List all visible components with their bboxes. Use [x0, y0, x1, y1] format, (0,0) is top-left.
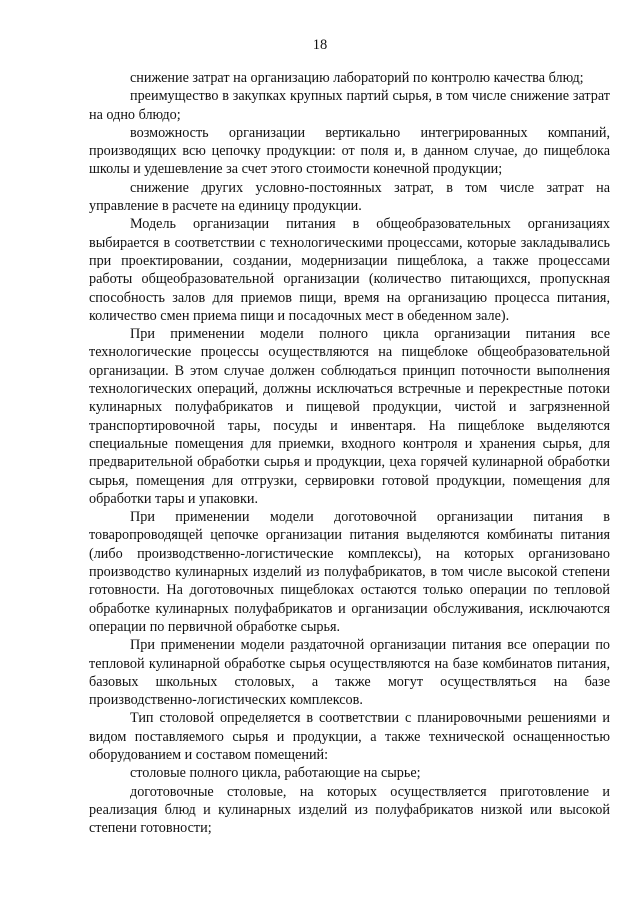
paragraph-canteen-type: Тип столовой определяется в соответствии с планировочными решениями и видом поставляемого сырья и продукции, а также технической оснащенностью оборудованием и составом помещений:	[89, 710, 610, 763]
paragraph-distribution-model: При применении модели раздаточной организации питания все операции по тепловой кулинарной обработке сырья осуществляются на базе комбинатов питания, базовых школьных столовых, а также могут осуществляться на базе производственно-логистических комплексов.	[89, 637, 610, 709]
list-item-lab-costs: снижение затрат на организацию лабораторий по контролю качества блюд;	[130, 70, 584, 86]
list-item-bulk-purchases: преимущество в закупках крупных партий сырья, в том числе снижение затрат на одно блюдо;	[89, 88, 610, 123]
list-item-finishing-canteens: доготовочные столовые, на которых осуществляется приготовление и реализация блюд и кулинарных изделий из полуфабрикатов низкой или высокой степени готовности;	[89, 783, 610, 837]
list-item-vertical-integration: возможность организации вертикально интегрированных компаний, производящих всю цепочку продукции: от поля и, в данном случае, до пищеблока школы и удешевление за счет этого стоимости конечной продукции;	[89, 124, 610, 178]
body-text	[89, 69, 610, 837]
page-number: 18	[312, 37, 328, 53]
paragraph-finishing-model: При применении модели доготовочной организации питания в товаропроводящей цепочке организации питания выделяются комбинаты питания (либо производственно-логистические комплексы), на которых организовано производство кулинарных изделий из полуфабрикатов, в том числе высокой степени готовности. На доготовочных пищеблоках остаются только операции по тепловой обработке кулинарных полуфабрикатов и организации обслуживания, исключаются операции по первичной обработке сырья.	[89, 509, 610, 635]
paragraph-full-cycle-model: При применении модели полного цикла организации питания все технологические процессы осуществляются на пищеблоке общеобразовательной организации. В этом случае должен соблюдаться принцип поточности выполнения технологических операций, должны исключаться встречные и перекрестные потоки кулинарных полуфабрикатов и пищевой продукции, чистой и загрязненной транспортировочной тары, посуды и инвентаря. На пищеблоке выделяются специальные помещения для приемки, входного контроля и хранения сырья, для предварительной обработки сырья и продукции, цеха горячей кулинарной обработки сырья, помещения для отгрузки, сервировки готовой продукции, помещения для обработки тары и упаковки.	[89, 326, 610, 507]
paragraph-model-selection: Модель организации питания в общеобразовательных организациях выбирается в соответствии с технологическими процессами, которые закладывались при проектировании, создании, модернизации пищеблока, а также процессами работы общеобразовательной организации (количество питающихся, пропускная способность залов для приемов пищи, время на организацию процесса питания, количество смен приема пищи и посадочных мест в обеденном зале).	[89, 216, 610, 324]
list-item-fixed-costs: снижение других условно-постоянных затрат, в том числе затрат на управление в расчете на единицу продукции.	[89, 179, 610, 215]
list-item-full-cycle-canteens: столовые полного цикла, работающие на сырье;	[130, 765, 421, 782]
